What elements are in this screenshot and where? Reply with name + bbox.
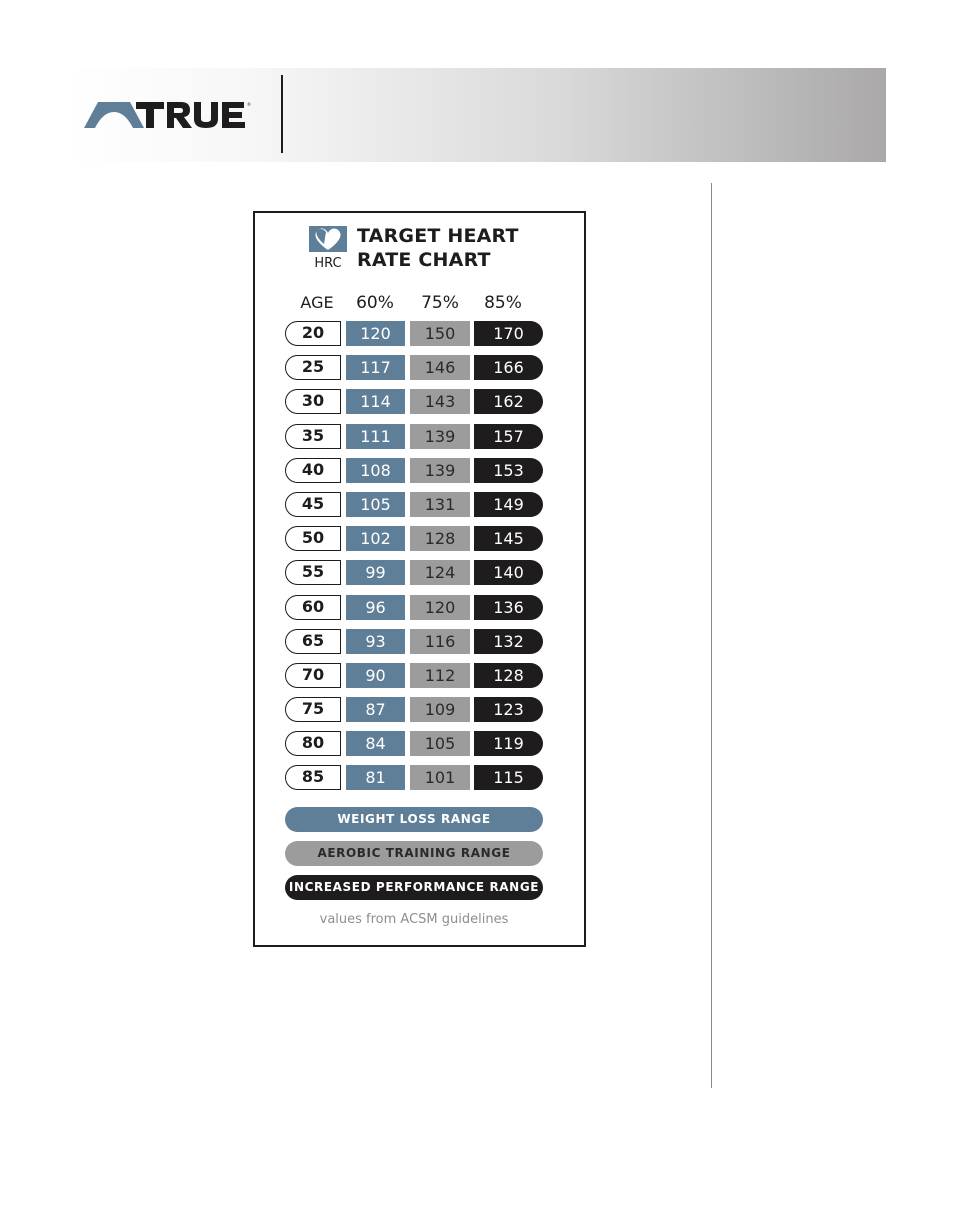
table-row bbox=[285, 560, 543, 585]
rate-75-cell: 143 bbox=[410, 389, 470, 414]
rate-85-cell: 149 bbox=[474, 492, 543, 517]
rate-75-cell: 105 bbox=[410, 731, 470, 756]
age-cell: 80 bbox=[285, 731, 341, 756]
legend-aerobic-training: AEROBIC TRAINING RANGE bbox=[285, 841, 543, 866]
rate-85-cell: 162 bbox=[474, 389, 543, 414]
rate-60-cell: 114 bbox=[346, 389, 405, 414]
rate-75-cell: 124 bbox=[410, 560, 470, 585]
table-row bbox=[285, 424, 543, 449]
rate-60-cell: 117 bbox=[346, 355, 405, 380]
title-line-2: RATE CHART bbox=[357, 249, 491, 271]
rate-85-cell: 145 bbox=[474, 526, 543, 551]
rate-60-cell: 81 bbox=[346, 765, 405, 790]
age-cell: 30 bbox=[285, 389, 341, 414]
table-row bbox=[285, 355, 543, 380]
rate-75-cell: 139 bbox=[410, 424, 470, 449]
svg-text:®: ® bbox=[247, 102, 251, 107]
true-wave-logo-icon bbox=[84, 102, 144, 128]
heart-rate-table bbox=[285, 321, 543, 800]
table-row bbox=[285, 458, 543, 483]
rate-85-cell: 119 bbox=[474, 731, 543, 756]
table-row bbox=[285, 321, 543, 346]
age-cell: 50 bbox=[285, 526, 341, 551]
rate-85-cell: 132 bbox=[474, 629, 543, 654]
age-cell: 65 bbox=[285, 629, 341, 654]
rate-85-cell: 115 bbox=[474, 765, 543, 790]
age-cell: 35 bbox=[285, 424, 341, 449]
rate-75-cell: 150 bbox=[410, 321, 470, 346]
rate-85-cell: 140 bbox=[474, 560, 543, 585]
age-cell: 70 bbox=[285, 663, 341, 688]
table-row bbox=[285, 526, 543, 551]
rate-85-cell: 166 bbox=[474, 355, 543, 380]
rate-75-cell: 139 bbox=[410, 458, 470, 483]
legend-increased-performance: INCREASED PERFORMANCE RANGE bbox=[285, 875, 543, 900]
true-wordmark bbox=[136, 102, 251, 128]
rate-60-cell: 99 bbox=[346, 560, 405, 585]
title-line-1: TARGET HEART bbox=[357, 225, 519, 247]
rate-60-cell: 93 bbox=[346, 629, 405, 654]
column-header-age: AGE bbox=[300, 293, 334, 312]
age-cell: 40 bbox=[285, 458, 341, 483]
column-rule bbox=[711, 183, 712, 1088]
rate-75-cell: 109 bbox=[410, 697, 470, 722]
rate-85-cell: 170 bbox=[474, 321, 543, 346]
true-logo bbox=[84, 100, 254, 130]
rate-85-cell: 153 bbox=[474, 458, 543, 483]
rate-75-cell: 146 bbox=[410, 355, 470, 380]
table-row bbox=[285, 629, 543, 654]
heart-icon bbox=[309, 226, 347, 270]
age-cell: 75 bbox=[285, 697, 341, 722]
rate-60-cell: 84 bbox=[346, 731, 405, 756]
rate-60-cell: 108 bbox=[346, 458, 405, 483]
rate-75-cell: 116 bbox=[410, 629, 470, 654]
rate-75-cell: 101 bbox=[410, 765, 470, 790]
column-header-60: 60% bbox=[356, 293, 394, 313]
legend-weight-loss: WEIGHT LOSS RANGE bbox=[285, 807, 543, 832]
age-cell: 60 bbox=[285, 595, 341, 620]
rate-60-cell: 87 bbox=[346, 697, 405, 722]
column-header-85: 85% bbox=[484, 293, 522, 313]
column-header-75: 75% bbox=[421, 293, 459, 313]
table-row bbox=[285, 731, 543, 756]
rate-60-cell: 120 bbox=[346, 321, 405, 346]
source-note: values from ACSM guidelines bbox=[319, 912, 509, 927]
chart-title bbox=[357, 224, 577, 272]
age-cell: 55 bbox=[285, 560, 341, 585]
rate-75-cell: 128 bbox=[410, 526, 470, 551]
rate-85-cell: 123 bbox=[474, 697, 543, 722]
age-cell: 25 bbox=[285, 355, 341, 380]
rate-85-cell: 136 bbox=[474, 595, 543, 620]
rate-75-cell: 120 bbox=[410, 595, 470, 620]
rate-75-cell: 131 bbox=[410, 492, 470, 517]
rate-75-cell: 112 bbox=[410, 663, 470, 688]
rate-60-cell: 102 bbox=[346, 526, 405, 551]
rate-60-cell: 105 bbox=[346, 492, 405, 517]
age-cell: 45 bbox=[285, 492, 341, 517]
table-row bbox=[285, 389, 543, 414]
rate-60-cell: 111 bbox=[346, 424, 405, 449]
age-cell: 20 bbox=[285, 321, 341, 346]
rate-60-cell: 90 bbox=[346, 663, 405, 688]
table-row bbox=[285, 595, 543, 620]
hrc-badge-text: HRC bbox=[314, 256, 342, 270]
rate-85-cell: 128 bbox=[474, 663, 543, 688]
rate-85-cell: 157 bbox=[474, 424, 543, 449]
rate-60-cell: 96 bbox=[346, 595, 405, 620]
age-cell: 85 bbox=[285, 765, 341, 790]
table-row bbox=[285, 492, 543, 517]
table-row bbox=[285, 765, 543, 790]
header-divider bbox=[281, 75, 283, 153]
table-row bbox=[285, 697, 543, 722]
table-row bbox=[285, 663, 543, 688]
